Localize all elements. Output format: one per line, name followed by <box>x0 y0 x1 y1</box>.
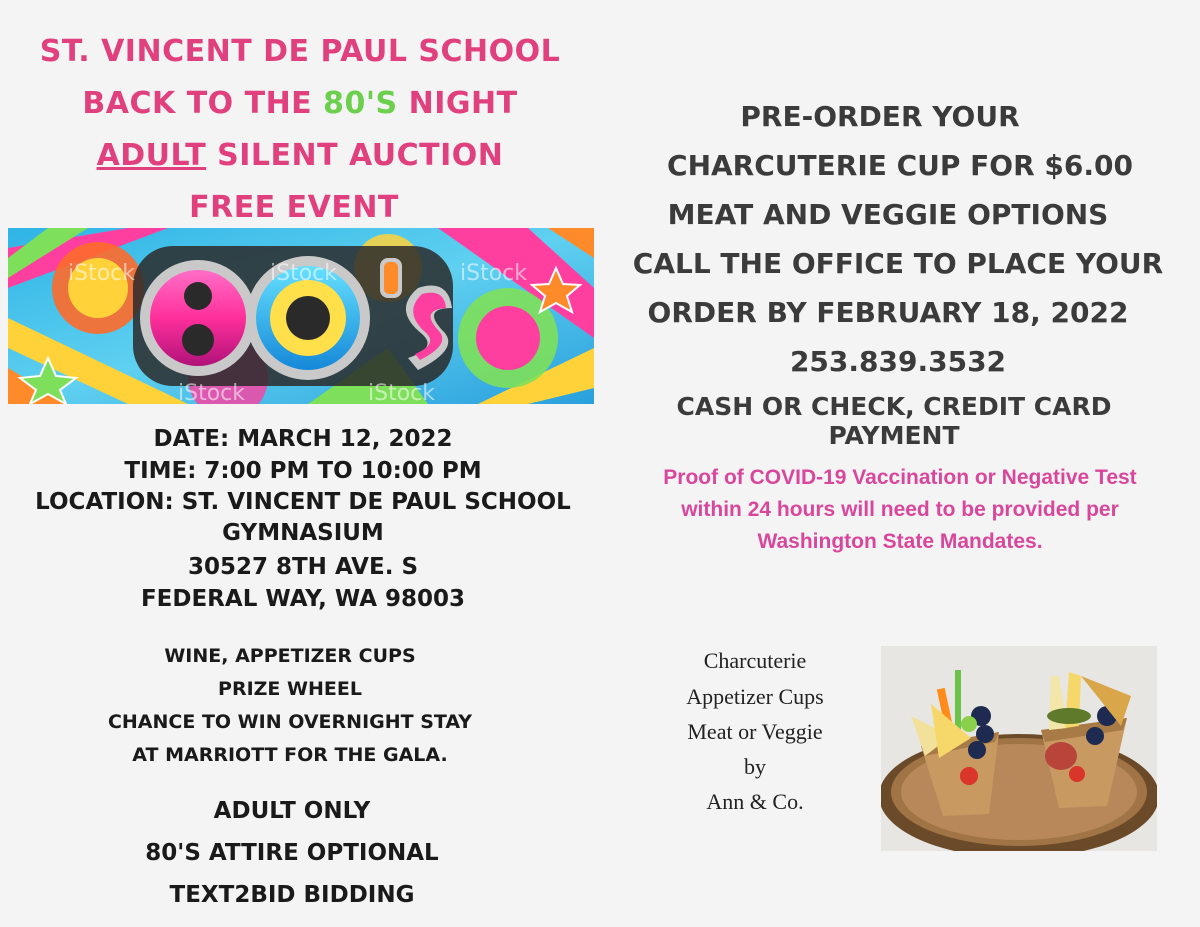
covid-notice-line: within 24 hours will need to be provided per <box>681 498 1119 521</box>
preorder-payment: CASH OR CHECK, CREDIT CARD PAYMENT <box>676 392 1112 450</box>
adult-only: ADULT ONLY <box>213 798 371 824</box>
caption-line: Charcuterie <box>703 648 807 673</box>
heading-auction-rest: SILENT AUCTION <box>206 138 504 173</box>
heading-auction-adult: ADULT <box>96 138 207 173</box>
preorder-line: CHARCUTERIE CUP FOR $6.00 <box>667 149 1133 182</box>
extras-item: WINE, APPETIZER CUPS <box>164 645 416 667</box>
svg-text:iStock: iStock <box>178 381 245 404</box>
event-city: FEDERAL WAY, WA 98003 <box>140 586 466 612</box>
heading-theme-accent: 80'S <box>323 86 398 121</box>
covid-notice-line: Proof of COVID-19 Vaccination or Negative Test <box>663 466 1137 489</box>
heading-school-name: ST. VINCENT DE PAUL SCHOOL <box>39 34 561 69</box>
event-date: DATE: MARCH 12, 2022 <box>153 426 453 452</box>
heading-theme-pre: BACK TO THE <box>82 86 324 121</box>
extras-item: CHANCE TO WIN OVERNIGHT STAY <box>107 711 473 733</box>
attire-note: 80'S ATTIRE OPTIONAL <box>145 840 439 866</box>
preorder-phone: 253.839.3532 <box>789 345 1007 378</box>
caption-line: Meat or Veggie <box>687 719 823 744</box>
preorder-line: PRE-ORDER YOUR <box>740 100 1020 133</box>
event-time: TIME: 7:00 PM TO 10:00 PM <box>124 458 482 484</box>
charcuterie-cups-photo <box>881 646 1157 851</box>
svg-text:iStock: iStock <box>368 381 435 404</box>
preorder-line: CALL THE OFFICE TO PLACE YOUR <box>632 247 1164 280</box>
event-location: LOCATION: ST. VINCENT DE PAUL SCHOOL <box>35 489 571 515</box>
preorder-line: MEAT AND VEGGIE OPTIONS <box>667 198 1109 231</box>
svg-text:iStock: iStock <box>68 261 135 286</box>
covid-notice-line: Washington State Mandates. <box>757 530 1043 553</box>
caption-line: Ann & Co. <box>706 789 804 814</box>
heading-theme-post: NIGHT <box>397 86 518 121</box>
svg-text:iStock: iStock <box>460 261 527 286</box>
caption-line: by <box>744 754 766 779</box>
preorder-line: ORDER BY FEBRUARY 18, 2022 <box>647 296 1129 329</box>
heading-free-event: FREE EVENT <box>189 190 399 225</box>
event-street: 30527 8TH AVE. S <box>187 554 419 580</box>
extras-item: PRIZE WHEEL <box>218 678 362 700</box>
heading-theme <box>0 86 600 121</box>
svg-text:iStock: iStock <box>270 261 337 286</box>
eighties-banner-image <box>8 228 594 404</box>
heading-auction <box>0 138 600 173</box>
bidding-note: TEXT2BID BIDDING <box>169 882 415 908</box>
extras-item: AT MARRIOTT FOR THE GALA. <box>132 744 448 766</box>
caption-line: Appetizer Cups <box>686 684 824 709</box>
event-venue: GYMNASIUM <box>222 520 384 546</box>
